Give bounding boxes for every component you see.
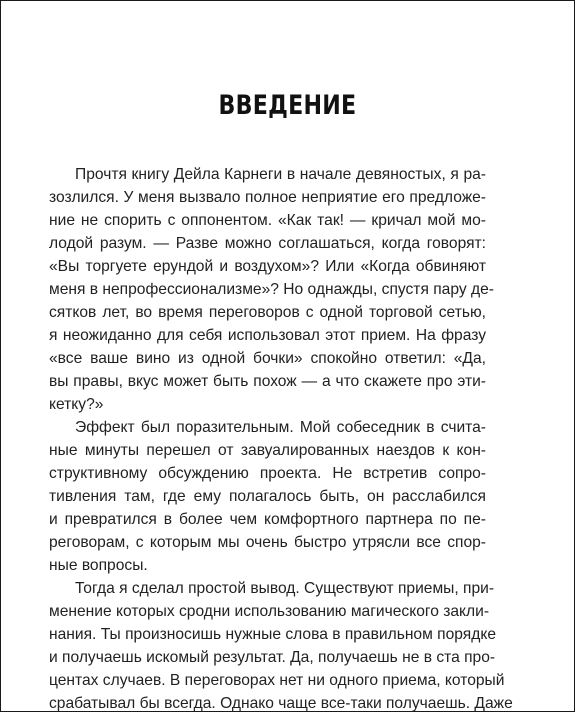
text-line: тивления там, где ему полагалось быть, он расслабился <box>49 488 486 505</box>
text-line: кетку?» <box>49 396 104 413</box>
paragraph-1 <box>49 163 494 416</box>
text-line: реговорам, с которым мы очень быстро утрясли все спор- <box>49 534 486 551</box>
text-line: центах случаев. В переговорах нет ни одного приема, который <box>49 672 505 689</box>
chapter-title: ВВЕДЕНИЕ <box>218 90 357 121</box>
text-line: ные вопросы. <box>49 557 148 574</box>
text-line: Тогда я сделал простой вывод. Существуют приемы, при- <box>75 580 495 597</box>
text-line: сятков лет, во время переговоров с одной торговой сетью, <box>49 304 486 321</box>
text-line: «все ваше вино из одной бочки» спокойно ответил: «Да, <box>49 350 486 367</box>
text-line: менение которых сродни использованию магического закли- <box>49 603 490 620</box>
text-line: Прочтя книгу Дейла Карнеги в начале девяностых, я ра- <box>75 166 486 183</box>
text-line: структивному обсуждению проекта. Не встретив сопро- <box>49 465 486 482</box>
text-line: меня в непрофессионализме»? Но однажды, спустя пару де- <box>49 281 494 298</box>
paragraph-3 <box>49 577 513 715</box>
text-line: «Вы торгуете ерундой и воздухом»? Или «Когда обвиняют <box>49 258 486 275</box>
text-line: нания. Ты произносишь нужные слова в правильном порядке <box>49 626 496 643</box>
body-text <box>49 163 513 715</box>
text-line: я неожиданно для себя использовал этот прием. На фразу <box>49 327 486 344</box>
text-line: зозлился. У меня вызвало полное неприятие его предложе- <box>49 189 486 206</box>
text-line: вы правы, вкус может быть похож — а что скажете про эти- <box>49 373 486 390</box>
paragraph-2 <box>49 416 486 577</box>
text-line: срабатывал бы всегда. Однако чаще все-таки получаешь. Даже <box>49 695 513 712</box>
text-line: и превратился в более чем комфортного партнера по пе- <box>49 511 486 528</box>
text-line: ные минуты перешел от завуалированных наездов к кон- <box>49 442 486 459</box>
text-line: и получаешь искомый результат. Да, получаешь не в ста про- <box>49 649 496 666</box>
text-line: ние не спорить с оппонентом. «Как так! — кричал мой мо- <box>49 212 486 229</box>
text-line: лодой разум. — Разве можно соглашаться, когда говорят: <box>49 235 486 252</box>
text-line: Эффект был поразительным. Мой собеседник в счита- <box>75 419 486 436</box>
